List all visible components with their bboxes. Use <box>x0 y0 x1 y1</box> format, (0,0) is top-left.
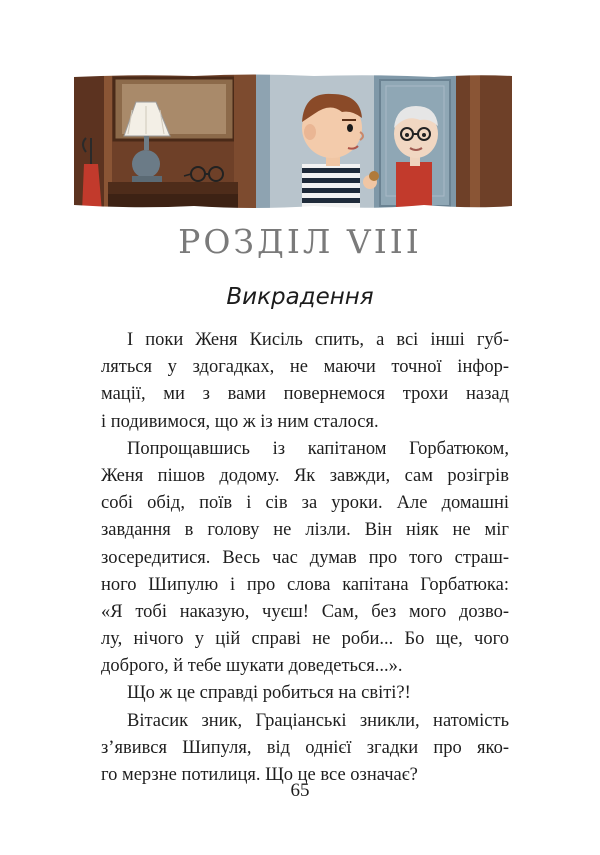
page-number: 65 <box>290 780 310 801</box>
text-line: собі обід, поїв і сів за уроки. Але домашні <box>101 493 509 514</box>
text-line: мації, ми з вами повернемося трохи назад <box>101 384 509 405</box>
text-line: І поки Женя Кисіль спить, а всі інші губ- <box>127 330 509 350</box>
text-line: го мерзне потилиця. Що це все означає? <box>101 765 418 785</box>
text-line: Що ж це справді робиться на світі?! <box>127 683 411 704</box>
text-line: ляться у здогадках, не маючи точної інфор- <box>101 357 509 378</box>
text-line: доброго, й тебе шукати доведеться...». <box>101 656 403 677</box>
text-line: Попрощавшись із капітаном Горбатюком, <box>127 438 509 459</box>
chapter-subtitle: Викрадення <box>226 284 374 310</box>
text-line: ного Шипулю і про слова капітана Горбатюка: <box>101 574 509 595</box>
text-line: Женя пішов додому. Як завжди, сам розігрів <box>101 465 509 486</box>
text-line: лу, нічого у цій справі не роби... Бо ще, чого <box>101 629 509 650</box>
text-line: «Я тобі наказую, чуєш! Сам, без мого дозво- <box>101 601 509 622</box>
text-line: з’явився Шипуля, від однієї згадки про яко- <box>101 737 509 758</box>
text-line: Вітасик зник, Граціанські зникли, натомість <box>127 710 509 731</box>
chapter-title: РОЗДІЛ VIII <box>178 222 422 261</box>
text-line: зосередитися. Весь час думав про того страш- <box>101 547 509 568</box>
chapter-illustration <box>74 72 512 212</box>
text-line: і подивимося, що ж із ним сталося. <box>101 411 379 432</box>
body-text <box>101 327 509 789</box>
text-line: завдання в голову не лізли. Він ніяк не міг <box>101 520 509 541</box>
